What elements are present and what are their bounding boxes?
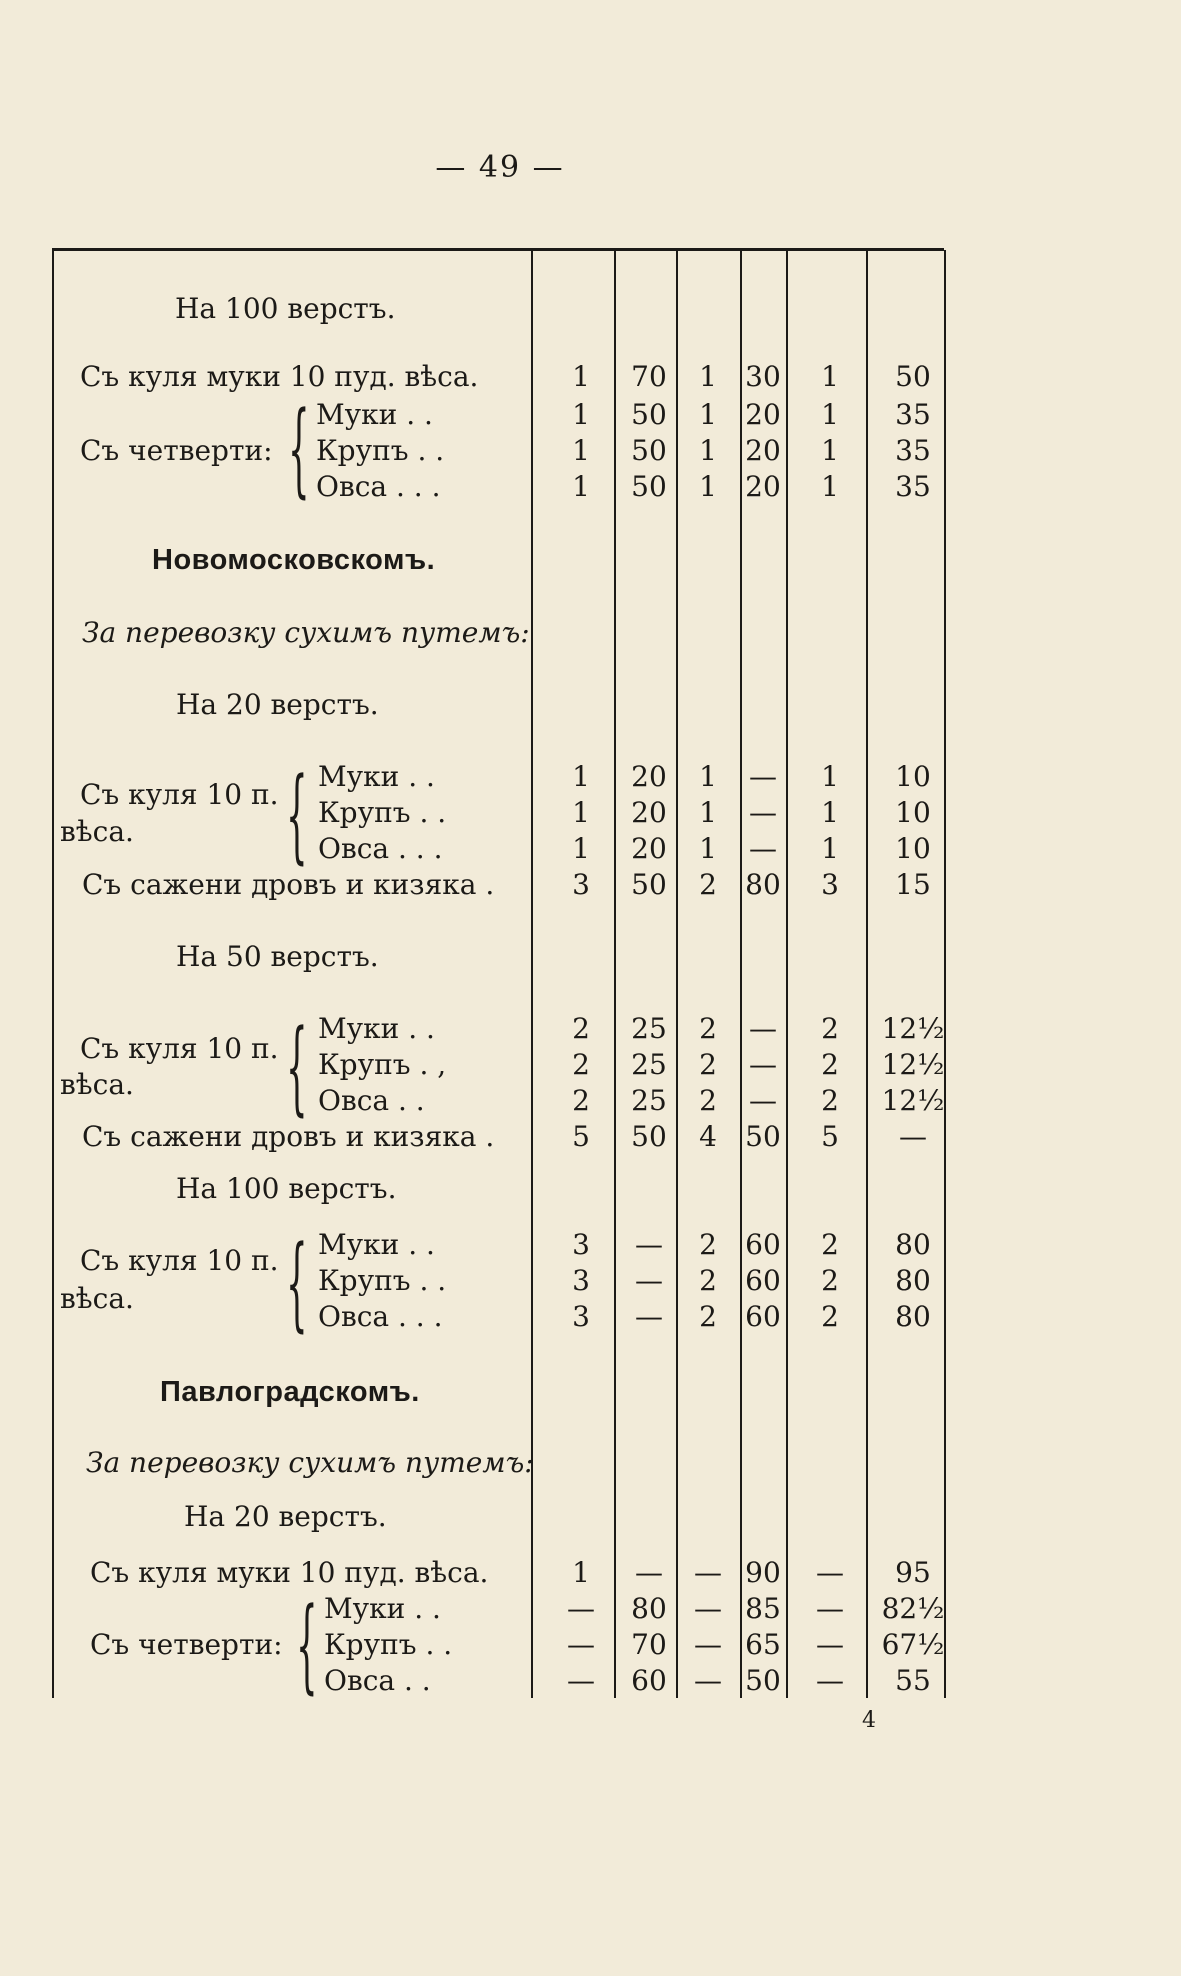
item-label: Овса . . . bbox=[316, 470, 441, 503]
table-row bbox=[0, 1592, 1181, 1628]
cell: 50 bbox=[745, 1120, 781, 1153]
group-label: вѣса. bbox=[60, 1068, 134, 1101]
cell: 1 bbox=[699, 470, 717, 503]
cell: 1 bbox=[821, 360, 839, 393]
cell: — bbox=[899, 1120, 927, 1153]
cell: — bbox=[694, 1592, 722, 1625]
item-label: Крупъ . . bbox=[324, 1628, 453, 1661]
cell: 2 bbox=[572, 1084, 590, 1117]
cell: — bbox=[749, 1084, 777, 1117]
cell: 30 bbox=[745, 360, 781, 393]
group-label: вѣса. bbox=[60, 1282, 134, 1315]
cell: 1 bbox=[699, 398, 717, 431]
table-row bbox=[0, 1228, 1181, 1264]
cell: — bbox=[816, 1628, 844, 1661]
cell: — bbox=[635, 1228, 663, 1261]
table-row bbox=[0, 796, 1181, 832]
cell: 10 bbox=[895, 760, 931, 793]
cell: 50 bbox=[631, 434, 667, 467]
row-label: Съ куля муки 10 пуд. вѣса. bbox=[90, 1556, 489, 1589]
cell: 1 bbox=[572, 796, 590, 829]
brace: { bbox=[286, 1225, 308, 1345]
item-label: Овса . . bbox=[318, 1084, 425, 1117]
cell: 50 bbox=[631, 868, 667, 901]
cell: — bbox=[694, 1628, 722, 1661]
distance-heading: На 50 верстъ. bbox=[176, 940, 379, 973]
cell: 1 bbox=[572, 832, 590, 865]
cell: 20 bbox=[745, 434, 781, 467]
item-label: Овса . . . bbox=[318, 1300, 443, 1333]
cell: 50 bbox=[631, 398, 667, 431]
cell: 1 bbox=[572, 470, 590, 503]
cell: — bbox=[816, 1556, 844, 1589]
transport-subheading: За перевозку сухимъ путемъ: bbox=[86, 1446, 534, 1479]
group-label: Съ четверти: bbox=[90, 1628, 283, 1661]
group-label: Съ куля 10 п. bbox=[80, 1032, 279, 1065]
item-label: Крупъ . . bbox=[318, 1264, 447, 1297]
cell: 50 bbox=[631, 470, 667, 503]
cell: 2 bbox=[821, 1228, 839, 1261]
cell: 1 bbox=[572, 760, 590, 793]
item-label: Овса . . . bbox=[318, 832, 443, 865]
cell: 20 bbox=[631, 796, 667, 829]
cell: 1 bbox=[821, 470, 839, 503]
cell: 95 bbox=[895, 1556, 931, 1589]
group-label: Съ куля 10 п. bbox=[80, 778, 279, 811]
cell: 60 bbox=[745, 1228, 781, 1261]
row-label: Съ сажени дровъ и кизяка . bbox=[82, 868, 495, 901]
table-row bbox=[0, 760, 1181, 796]
cell: 35 bbox=[895, 470, 931, 503]
cell: 50 bbox=[745, 1664, 781, 1697]
cell: 1 bbox=[699, 434, 717, 467]
cell: 2 bbox=[699, 868, 717, 901]
cell: 80 bbox=[631, 1592, 667, 1625]
cell: — bbox=[694, 1556, 722, 1589]
page-number: — 49 — bbox=[435, 150, 565, 185]
item-label: Муки . . bbox=[318, 1228, 435, 1261]
cell: 2 bbox=[699, 1300, 717, 1333]
cell: 80 bbox=[895, 1228, 931, 1261]
distance-heading: На 100 верстъ. bbox=[175, 292, 396, 325]
cell: 5 bbox=[572, 1120, 590, 1153]
cell: 2 bbox=[699, 1084, 717, 1117]
cell: — bbox=[694, 1664, 722, 1697]
transport-subheading: За перевозку сухимъ путемъ: bbox=[82, 616, 530, 649]
cell: 1 bbox=[572, 1556, 590, 1589]
table-row bbox=[0, 1084, 1181, 1120]
table-top-rule bbox=[52, 248, 944, 251]
cell: 3 bbox=[572, 1300, 590, 1333]
cell: 12½ bbox=[881, 1084, 945, 1117]
cell: 15 bbox=[895, 868, 931, 901]
group-label: Съ четверти: bbox=[80, 434, 273, 467]
distance-heading: На 20 верстъ. bbox=[184, 1500, 387, 1533]
row-label: Съ сажени дровъ и кизяка . bbox=[82, 1120, 495, 1153]
cell: 20 bbox=[745, 470, 781, 503]
cell: 3 bbox=[821, 868, 839, 901]
table-row bbox=[0, 398, 1181, 434]
cell: — bbox=[749, 1012, 777, 1045]
cell: 80 bbox=[895, 1300, 931, 1333]
cell: — bbox=[567, 1592, 595, 1625]
signature-mark: 4 bbox=[862, 1708, 876, 1733]
cell: — bbox=[816, 1592, 844, 1625]
cell: 1 bbox=[699, 832, 717, 865]
cell: — bbox=[635, 1264, 663, 1297]
table-row bbox=[0, 1048, 1181, 1084]
cell: 2 bbox=[699, 1012, 717, 1045]
cell: 20 bbox=[745, 398, 781, 431]
cell: 20 bbox=[631, 832, 667, 865]
cell: 2 bbox=[572, 1012, 590, 1045]
cell: 12½ bbox=[881, 1048, 945, 1081]
item-label: Муки . . bbox=[316, 398, 433, 431]
cell: 90 bbox=[745, 1556, 781, 1589]
cell: 3 bbox=[572, 1264, 590, 1297]
cell: 4 bbox=[699, 1120, 717, 1153]
cell: — bbox=[749, 760, 777, 793]
cell: 25 bbox=[631, 1048, 667, 1081]
cell: 2 bbox=[821, 1012, 839, 1045]
table-row bbox=[0, 1628, 1181, 1664]
cell: 80 bbox=[745, 868, 781, 901]
cell: 2 bbox=[699, 1264, 717, 1297]
table-row bbox=[0, 1556, 1181, 1592]
cell: 1 bbox=[821, 434, 839, 467]
cell: 1 bbox=[821, 796, 839, 829]
cell: 5 bbox=[821, 1120, 839, 1153]
cell: 82½ bbox=[881, 1592, 945, 1625]
cell: 1 bbox=[699, 760, 717, 793]
cell: 2 bbox=[821, 1048, 839, 1081]
cell: 20 bbox=[631, 760, 667, 793]
cell: 3 bbox=[572, 868, 590, 901]
table-row bbox=[0, 1264, 1181, 1300]
item-label: Крупъ . . bbox=[316, 434, 445, 467]
cell: 2 bbox=[821, 1084, 839, 1117]
cell: 65 bbox=[745, 1628, 781, 1661]
cell: 60 bbox=[745, 1300, 781, 1333]
cell: 35 bbox=[895, 398, 931, 431]
cell: — bbox=[749, 796, 777, 829]
cell: 25 bbox=[631, 1084, 667, 1117]
cell: 3 bbox=[572, 1228, 590, 1261]
cell: 1 bbox=[821, 760, 839, 793]
item-label: Крупъ . . bbox=[318, 796, 447, 829]
table-row bbox=[0, 434, 1181, 470]
item-label: Крупъ . , bbox=[318, 1048, 447, 1081]
distance-heading: На 20 верстъ. bbox=[176, 688, 379, 721]
table-row bbox=[0, 868, 1181, 904]
cell: 2 bbox=[699, 1228, 717, 1261]
region-heading: Новомосковскомъ. bbox=[152, 544, 436, 576]
brace: { bbox=[286, 757, 308, 877]
cell: 1 bbox=[821, 398, 839, 431]
cell: 1 bbox=[572, 398, 590, 431]
row-label: Съ куля муки 10 пуд. вѣса. bbox=[80, 360, 479, 393]
cell: — bbox=[635, 1300, 663, 1333]
table-row bbox=[0, 1664, 1181, 1700]
group-label: Съ куля 10 п. bbox=[80, 1244, 279, 1277]
cell: 55 bbox=[895, 1664, 931, 1697]
cell: — bbox=[749, 832, 777, 865]
item-label: Муки . . bbox=[324, 1592, 441, 1625]
table-row bbox=[0, 470, 1181, 506]
cell: 50 bbox=[895, 360, 931, 393]
cell: — bbox=[635, 1556, 663, 1589]
cell: 70 bbox=[631, 360, 667, 393]
cell: 70 bbox=[631, 1628, 667, 1661]
cell: 10 bbox=[895, 832, 931, 865]
cell: — bbox=[816, 1664, 844, 1697]
cell: 2 bbox=[821, 1264, 839, 1297]
cell: 85 bbox=[745, 1592, 781, 1625]
region-heading: Павлоградскомъ. bbox=[160, 1376, 420, 1408]
table-row bbox=[0, 1120, 1181, 1156]
group-label: вѣса. bbox=[60, 815, 134, 848]
cell: 50 bbox=[631, 1120, 667, 1153]
cell: 2 bbox=[699, 1048, 717, 1081]
table-row bbox=[0, 1012, 1181, 1048]
table-row bbox=[0, 360, 1181, 396]
item-label: Муки . . bbox=[318, 1012, 435, 1045]
cell: 1 bbox=[699, 796, 717, 829]
cell: 1 bbox=[821, 832, 839, 865]
table-row bbox=[0, 832, 1181, 868]
brace: { bbox=[286, 1009, 308, 1129]
item-label: Овса . . bbox=[324, 1664, 431, 1697]
brace: { bbox=[288, 391, 310, 511]
table-row bbox=[0, 1300, 1181, 1336]
cell: 10 bbox=[895, 796, 931, 829]
cell: 1 bbox=[572, 360, 590, 393]
cell: 35 bbox=[895, 434, 931, 467]
cell: — bbox=[749, 1048, 777, 1081]
cell: 60 bbox=[745, 1264, 781, 1297]
cell: 1 bbox=[699, 360, 717, 393]
cell: 2 bbox=[821, 1300, 839, 1333]
cell: 67½ bbox=[881, 1628, 945, 1661]
cell: 2 bbox=[572, 1048, 590, 1081]
cell: 25 bbox=[631, 1012, 667, 1045]
distance-heading: На 100 верстъ. bbox=[176, 1172, 397, 1205]
brace: { bbox=[296, 1587, 318, 1707]
cell: 80 bbox=[895, 1264, 931, 1297]
cell: — bbox=[567, 1628, 595, 1661]
cell: 1 bbox=[572, 434, 590, 467]
cell: 60 bbox=[631, 1664, 667, 1697]
item-label: Муки . . bbox=[318, 760, 435, 793]
cell: 12½ bbox=[881, 1012, 945, 1045]
cell: — bbox=[567, 1664, 595, 1697]
